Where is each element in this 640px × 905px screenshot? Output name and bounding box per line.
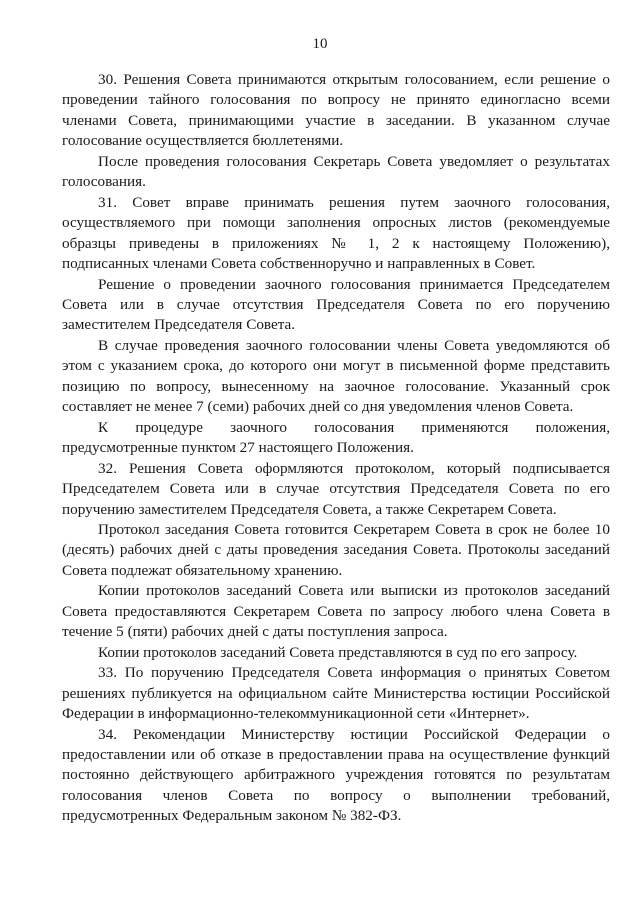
paragraph-absentee-vote-notice: В случае проведения заочного голосовании члены Совета уведомляются об этом с указанием срока, до которого они могут в письменной форме представить позицию по вопросу, вынесенному на заочное голосование. Указанный срок составляет не менее 7 (семи) рабочих дней со дня уведомления членов Совета.	[62, 336, 610, 416]
paragraph-protocol-preparation: Протокол заседания Совета готовится Секретарем Совета в срок не более 10 (десять) рабочих дней с даты проведения заседания Совета. Протоколы заседаний Совета подлежат обязательному хранению.	[62, 520, 610, 579]
paragraph-voting-results-notice: После проведения голосования Секретарь Совета уведомляет о результатах голосования.	[62, 152, 610, 191]
paragraph-32: 32. Решения Совета оформляются протоколом, который подписывается Председателем Совета или в случае отсутствия Председателя Совета по его поручению заместителем Председателя Совета, а также Секретарем Совета.	[62, 459, 610, 518]
paragraph-absentee-vote-decision: Решение о проведении заочного голосования принимается Председателем Совета или в случае отсутствия Председателя Совета по его поручению заместителем Председателя Совета.	[62, 275, 610, 334]
paragraph-30: 30. Решения Совета принимаются открытым голосованием, если решение о проведении тайного голосования по вопросу не принято единогласно всеми членами Совета, принимающими участие в заседании. В указанном случае голосование осуществляется бюллетенями.	[62, 71, 610, 150]
paragraph-34: 34. Рекомендации Министерству юстиции Российской Федерации о предоставлении или об отказе в предоставлении права на осуществление функций постоянно действующего арбитражного учреждения готовятся по результатам голосования членов Совета по вопросу о выполнении требований, предусмотренных Федеральным законом № 382-ФЗ.	[62, 725, 610, 825]
paragraph-31: 31. Совет вправе принимать решения путем заочного голосования, осуществляемого при помощи заполнения опросных листов (рекомендуемые образцы приведены в приложениях № 1, 2 к настоящему Положению), подписанных членами Совета собственноручно и направленных в Совет.	[62, 193, 610, 273]
paragraph-protocol-court: Копии протоколов заседаний Совета представляются в суд по его запросу.	[98, 643, 578, 661]
paragraph-33: 33. По поручению Председателя Совета информация о принятых Советом решениях публикуется на официальном сайте Министерства юстиции Российской Федерации в информационно-телекоммуникационной сети «Интернет».	[62, 664, 610, 723]
paragraph-absentee-vote-procedure: К процедуре заочного голосования применяются положения, предусмотренные пунктом 27 настоящего Положения.	[62, 418, 610, 457]
paragraph-protocol-copies: Копии протоколов заседаний Совета или выписки из протоколов заседаний Совета предоставляются Секретарем Совета по запросу любого члена Совета в течение 5 (пяти) рабочих дней с даты поступления запроса.	[62, 582, 610, 641]
document-body	[62, 70, 610, 827]
page-number: 10	[312, 36, 328, 52]
